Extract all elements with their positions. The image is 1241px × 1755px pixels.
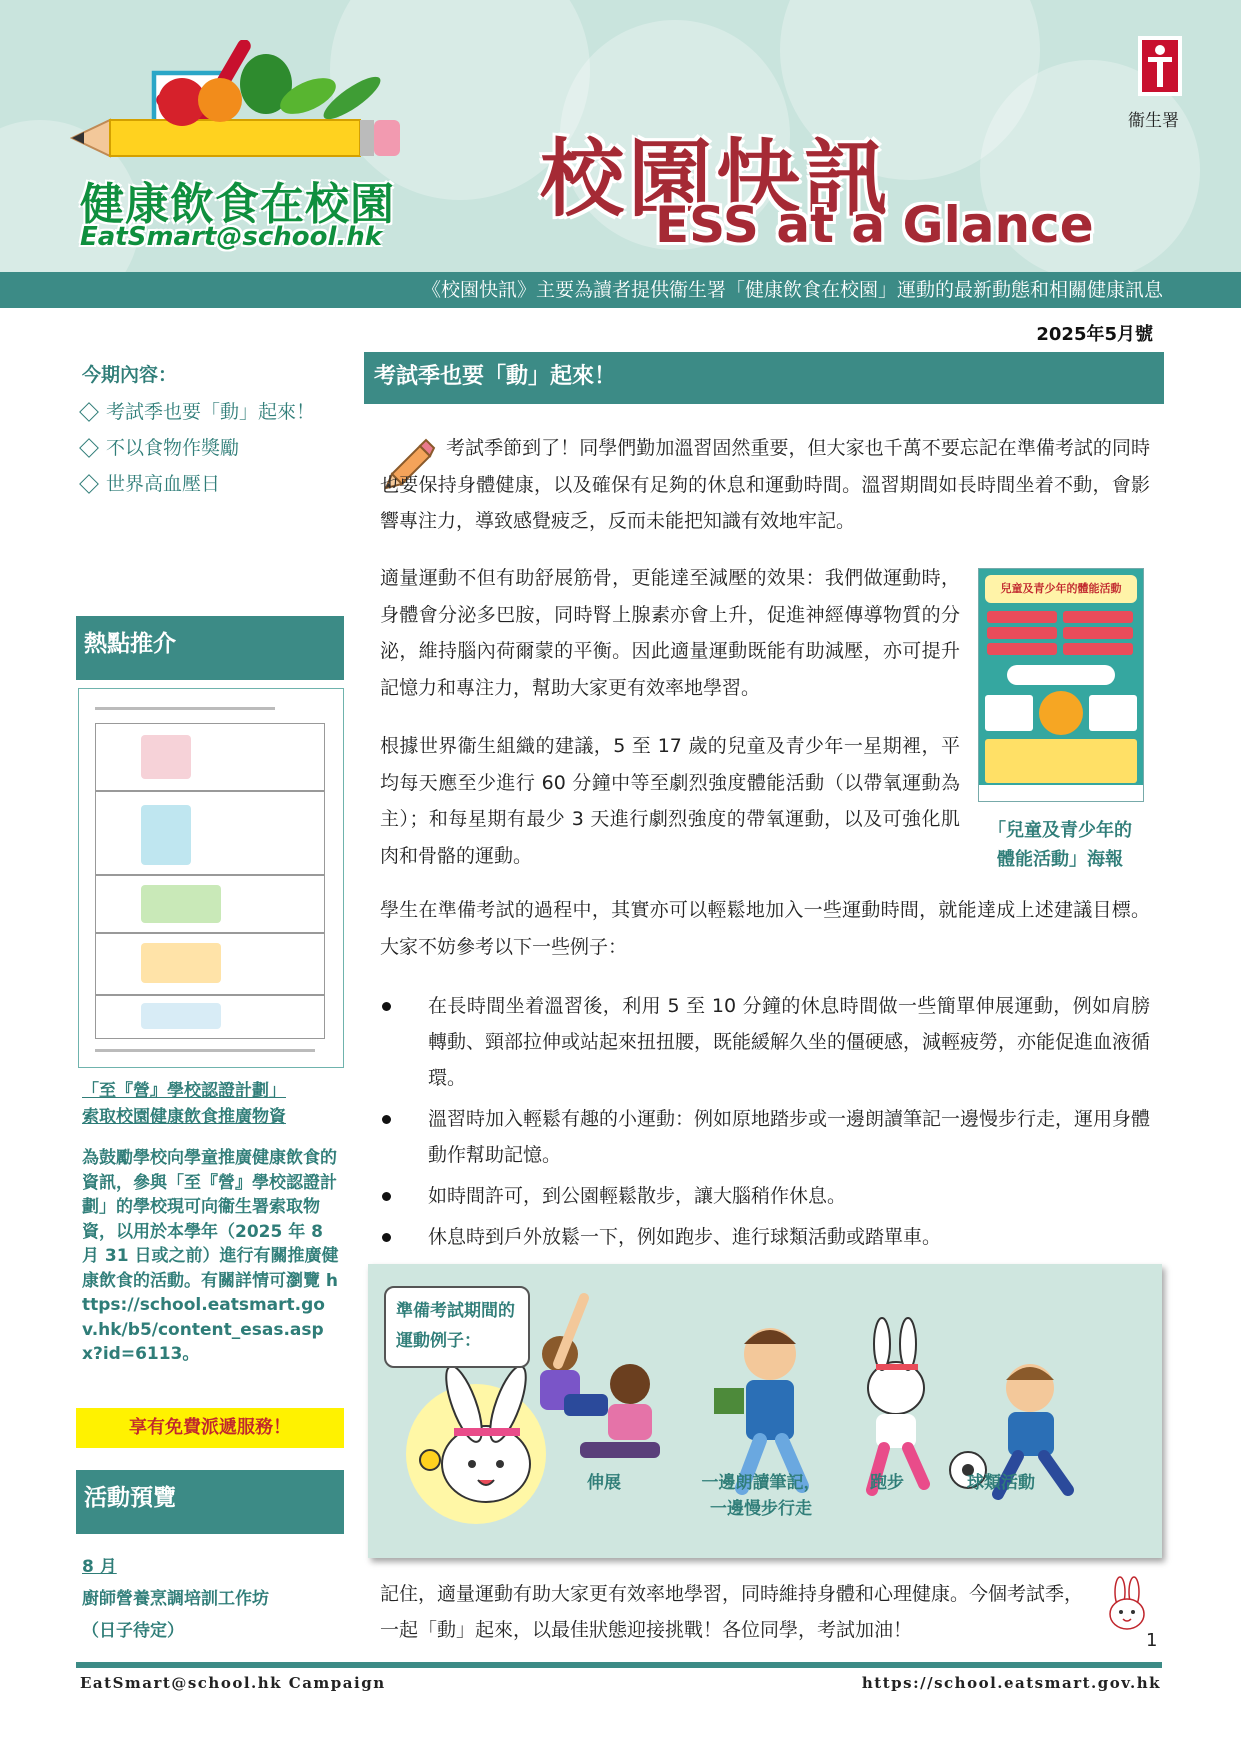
activity-name: 廚師營養烹調培訓工作坊 xyxy=(82,1589,269,1609)
example-label-ball-games: 球類活動 xyxy=(967,1473,1035,1493)
contents-item[interactable]: 不以食物作獎勵 xyxy=(82,430,315,466)
poster-block xyxy=(1007,665,1115,685)
newsletter-title-english: ESS at a Glance xyxy=(655,196,1094,254)
contents-item[interactable]: 考試季也要「動」起來！ xyxy=(82,394,315,430)
free-delivery-banner: 享有免費派遞服務！ xyxy=(76,1408,344,1448)
form-row xyxy=(95,723,325,791)
contents-title: 今期內容： xyxy=(82,364,178,386)
physical-activity-poster[interactable] xyxy=(978,568,1144,802)
diamond-bullet-icon xyxy=(79,438,99,458)
footer-website-link[interactable]: https://school.eatsmart.gov.hk xyxy=(861,1674,1161,1692)
issue-date: 2025年5月號 xyxy=(1036,324,1153,345)
article-title: 考試季也要「動」起來！ xyxy=(364,352,1164,404)
logo-english-text: EatSmart@school.hk xyxy=(80,222,383,252)
poster-block xyxy=(985,695,1033,731)
footer-divider xyxy=(76,1662,1162,1668)
form-thumb xyxy=(141,885,221,923)
activity-date: （日子待定） xyxy=(82,1621,184,1641)
page-number: 1 xyxy=(1146,1630,1158,1651)
activity-month: 8 月 xyxy=(82,1557,117,1577)
logo-chinese-text: 健康飲食在校園 xyxy=(80,179,395,230)
contents-list xyxy=(82,394,315,502)
poster-caption: 「兒童及青少年的體能活動」海報 xyxy=(988,820,1132,870)
article-paragraph-1: 考試季節到了！同學們勤加溫習固然重要，但大家也千萬不要忘記在準備考試的同時也要保持身體健康，以及確保有足夠的休息和運動時間。溫習期間如長時間坐着不動，會影響專注力，導致感覺疲乏，反而未能把知識有效地牢記。 xyxy=(380,437,1150,532)
example-label-run: 跑步 xyxy=(870,1473,904,1493)
footer-campaign-name: EatSmart@school.hk Campaign xyxy=(80,1674,386,1692)
poster-block xyxy=(987,611,1057,623)
certification-scheme-link[interactable]: 「至『營』學校認證計劃」 xyxy=(82,1081,286,1101)
form-thumb xyxy=(141,735,191,779)
form-thumb xyxy=(141,805,191,865)
article-paragraph-2: 適量運動不但有助舒展筋骨，更能達至減壓的效果：我們做運動時，身體會分泌多巴胺，同時腎上腺素亦會上升，促進神經傳導物質的分泌，維持腦內荷爾蒙的平衡。因此適量運動既能有助減壓，亦可提升記憶力和專注力，幫助大家更有效率地學習。 xyxy=(380,567,960,699)
example-label-stretch: 伸展 xyxy=(587,1473,621,1493)
poster-sun xyxy=(1039,691,1083,735)
article-paragraph-3: 根據世界衞生組織的建議，5 至 17 歲的兒童及青少年一星期裡，平均每天應至少進行 60 分鐘中等至劇烈強度體能活動（以帶氧運動為主）；和每星期有最少 3 天進行劇烈強度的帶氧運動，以及可強化肌肉和骨骼的運動。 xyxy=(380,735,960,867)
diamond-bullet-icon xyxy=(79,402,99,422)
poster-block xyxy=(985,739,1137,783)
poster-title: 兒童及青少年的體能活動 xyxy=(985,575,1137,603)
closing-paragraph: 記住，適量運動有助大家更有效率地學習，同時維持身體和心理健康。今個考試季，一起「動」起來，以最佳狀態迎接挑戰！各位同學，考試加油！ xyxy=(380,1583,1084,1641)
form-row xyxy=(95,791,325,875)
exercise-tips-list xyxy=(380,988,1150,1260)
list-item: 休息時到戶外放鬆一下，例如跑步、進行球類活動或踏單車。 xyxy=(380,1219,1150,1255)
list-item: 在長時間坐着溫習後，利用 5 至 10 分鐘的休息時間做一些簡單伸展運動，例如肩膀轉動、頸部拉伸或站起來扭扭腰，既能緩解久坐的僵硬感，減輕疲勞，亦能促進血液循環。 xyxy=(380,988,1150,1096)
poster-block xyxy=(1063,611,1133,623)
poster-block xyxy=(987,643,1057,655)
form-line xyxy=(95,707,275,710)
poster-block xyxy=(1063,627,1133,639)
list-item: 溫習時加入輕鬆有趣的小運動：例如原地踏步或一邊朗讀筆記一邊慢步行走，運用身體動作幫助記憶。 xyxy=(380,1101,1150,1173)
order-form-thumbnail xyxy=(78,688,344,1068)
logo-fruits-pencil-icon xyxy=(70,40,410,170)
article-paragraph-4: 學生在準備考試的過程中，其實亦可以輕鬆地加入一些運動時間，就能達成上述建議目標。大家不妨參考以下一些例子： xyxy=(380,899,1150,958)
hot-picks-description: 為鼓勵學校向學童推廣健康飲食的資訊，參與「至『營』學校認證計劃」的學校現可向衞生署索取物資，以用於本學年（2025 年 8 月 31 日或之前）進行有關推廣健康飲食的活動。有關詳情可瀏覽 https://school.eatsmart.gov.hk/b5/content_esas.aspx?id=6113。 xyxy=(82,1148,339,1364)
form-thumb xyxy=(141,1003,221,1029)
list-item: 如時間許可，到公園輕鬆散步，讓大腦稍作休息。 xyxy=(380,1178,1150,1214)
example-label-read-walk: 一邊朗讀筆記，一邊慢步行走 xyxy=(701,1473,821,1519)
contents-item[interactable]: 世界高血壓日 xyxy=(82,466,315,502)
department-of-health-logo-icon xyxy=(1138,36,1182,96)
page-header xyxy=(0,0,1241,272)
promotion-materials-link[interactable]: 索取校園健康飲食推廣物資 xyxy=(82,1107,286,1127)
form-line xyxy=(95,1049,315,1052)
tagline-bar: 《校園快訊》主要為讀者提供衞生署「健康飲食在校園」運動的最新動態和相關健康訊息 xyxy=(0,272,1241,308)
hot-picks-heading: 熱點推介 xyxy=(76,616,344,680)
poster-block xyxy=(1063,643,1133,655)
poster-block xyxy=(987,627,1057,639)
department-name: 衞生署 xyxy=(1128,111,1179,131)
speech-bubble: 準備考試期間的運動例子： xyxy=(384,1286,530,1368)
poster-block xyxy=(1089,695,1137,731)
newsletter-title-chinese: 校園快訊 xyxy=(540,130,893,228)
form-thumb xyxy=(141,943,221,983)
bunny-mascot-icon xyxy=(1104,1576,1150,1632)
diamond-bullet-icon xyxy=(79,474,99,494)
activity-preview-heading: 活動預覽 xyxy=(76,1470,344,1534)
poster-footer xyxy=(979,785,1144,802)
